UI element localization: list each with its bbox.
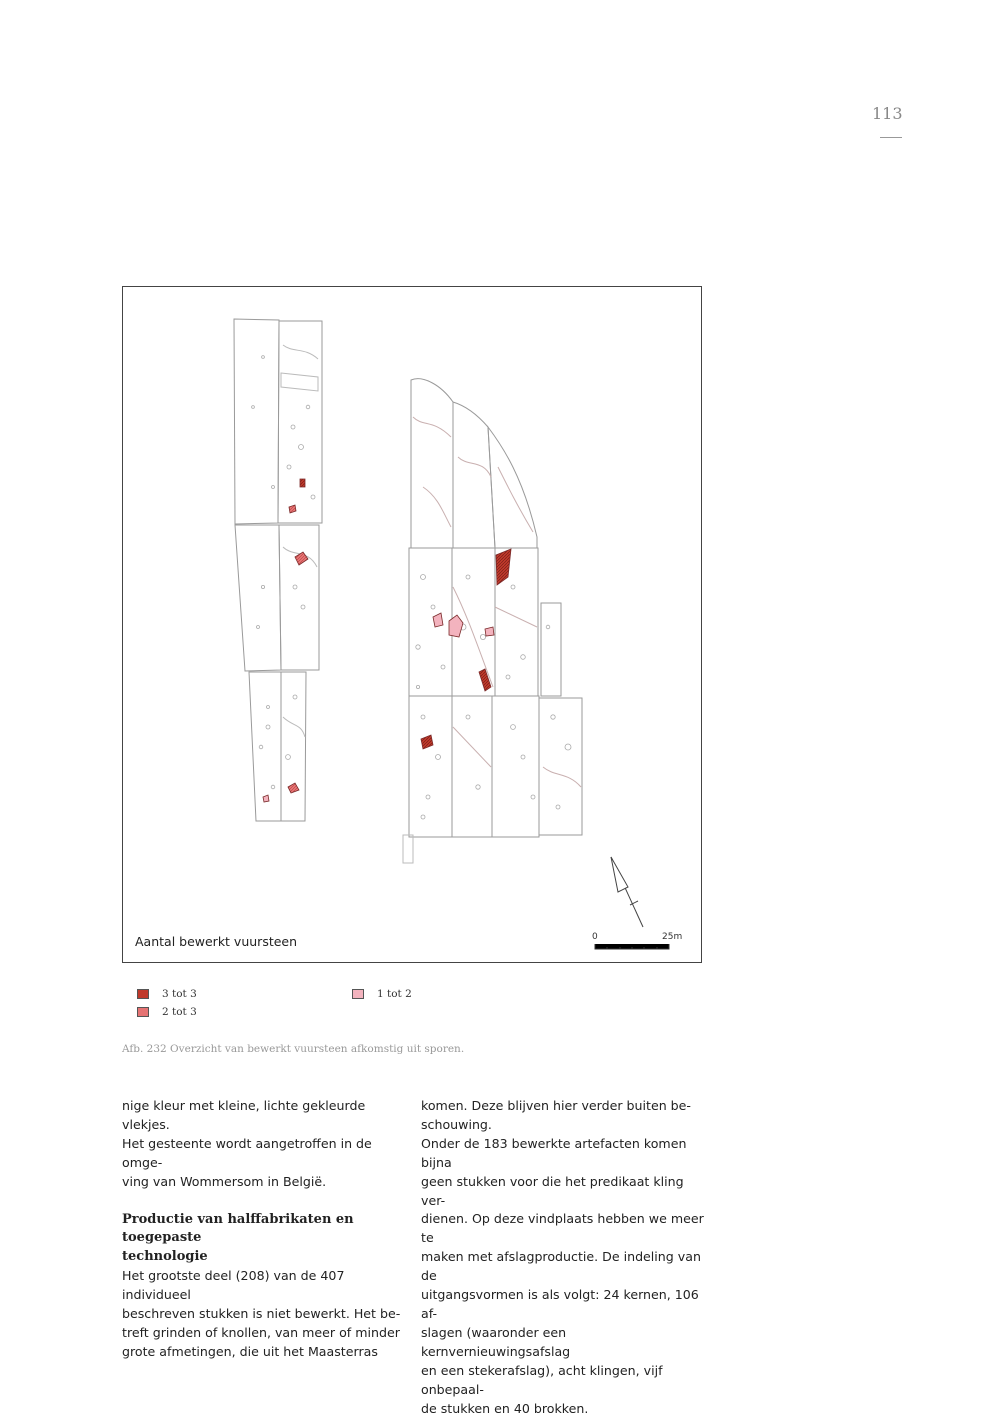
north-arrow-icon xyxy=(611,857,643,927)
paragraph xyxy=(122,1267,412,1362)
flint-area-2 xyxy=(295,552,308,565)
page-number-rule xyxy=(880,137,902,138)
text-line: grote afmetingen, die uit het Maasterras xyxy=(122,1343,378,1359)
paragraph xyxy=(421,1135,711,1418)
flint-area-1 xyxy=(263,795,269,802)
flint-areas xyxy=(263,479,511,802)
legend-item xyxy=(137,1006,197,1018)
flint-area-3 xyxy=(496,549,511,585)
legend-swatch-3 xyxy=(137,989,149,999)
site-map xyxy=(123,287,703,964)
figure-frame xyxy=(122,286,702,963)
legend-label: 3 tot 3 xyxy=(162,988,197,1000)
text-line: slagen (waaronder een kernvernieuwingsafslag xyxy=(421,1324,571,1359)
text-line: Onder de 183 bewerkte artefacten komen bijna xyxy=(421,1135,687,1170)
flint-area-2 xyxy=(289,505,296,513)
page-number: 113 xyxy=(872,104,903,123)
legend-label: 1 tot 2 xyxy=(377,988,412,1000)
flint-area-1 xyxy=(433,613,443,627)
right-excavation-trenches xyxy=(403,379,582,863)
scale-bar xyxy=(592,932,682,949)
legend-label: 2 tot 3 xyxy=(162,1006,197,1018)
legend-swatch-2 xyxy=(137,1007,149,1017)
scale-end-label: 25m xyxy=(662,932,683,942)
text-line: uitgangsvormen is als volgt: 24 kernen, 106 af- xyxy=(421,1287,699,1321)
legend-item xyxy=(352,988,412,1000)
map-title: Aantal bewerkt vuursteen xyxy=(135,934,298,949)
flint-area-3 xyxy=(479,669,491,691)
text-line: de stukken en 40 brokken. xyxy=(421,1400,589,1416)
text-line: Het gesteente wordt aangetroffen in de omge- xyxy=(122,1135,372,1170)
text-line: beschreven stukken is niet bewerkt. Het be- xyxy=(122,1306,401,1322)
text-line: geen stukken voor die het predikaat kling ver- xyxy=(421,1173,684,1208)
text-line: komen. Deze blijven hier verder buiten be- xyxy=(421,1098,691,1113)
text-line: nige kleur met kleine, lichte gekleurde vlekjes. xyxy=(122,1098,366,1132)
body-column-right xyxy=(421,1097,711,1418)
left-excavation-trenches xyxy=(234,319,322,821)
paragraph xyxy=(122,1097,412,1192)
text-line: Het grootste deel (208) van de 407 individueel xyxy=(122,1268,345,1303)
flint-area-3 xyxy=(421,735,433,749)
flint-area-2 xyxy=(288,783,299,793)
flint-area-1 xyxy=(485,627,494,636)
text-line: maken met afslagproductie. De indeling van de xyxy=(421,1249,701,1284)
text-line: ving van Wommersom in België. xyxy=(122,1173,327,1189)
figure-caption: Afb. 232 Overzicht van bewerkt vuursteen afkomstig uit sporen. xyxy=(122,1043,465,1055)
right-features xyxy=(416,575,571,820)
text-line: dienen. Op deze vindplaats hebben we meer te xyxy=(421,1211,704,1246)
flint-area-1 xyxy=(449,615,463,637)
flint-area-3 xyxy=(300,479,305,487)
legend-item xyxy=(137,988,197,1000)
body-column-left xyxy=(122,1097,412,1362)
text-line: treft grinden of knollen, van meer of minder xyxy=(122,1324,400,1340)
heading-line: Productie van halffabrikaten en toegepaste xyxy=(122,1211,354,1246)
scale-start-label: 0 xyxy=(592,932,598,942)
section-heading xyxy=(122,1211,412,1268)
text-line: en een stekerafslag), acht klingen, vijf onbepaal- xyxy=(421,1362,663,1397)
legend-swatch-1 xyxy=(352,989,364,999)
text-line: schouwing. xyxy=(421,1116,492,1132)
paragraph xyxy=(421,1097,711,1135)
heading-line: technologie xyxy=(122,1249,208,1265)
